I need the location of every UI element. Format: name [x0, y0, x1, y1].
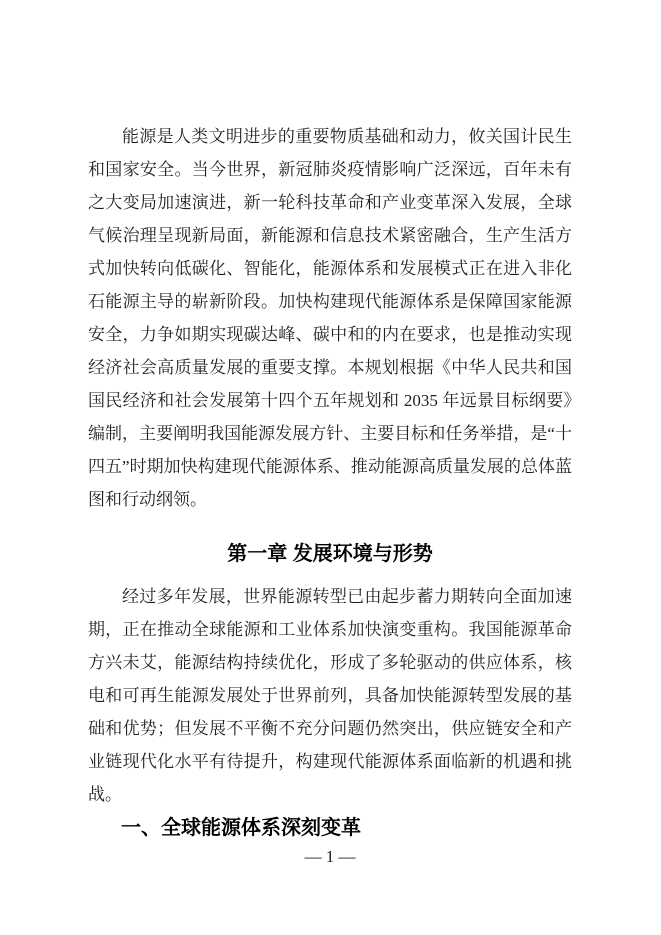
section-heading: 一、全球能源体系深刻变革	[121, 817, 361, 839]
chapter-heading: 第一章 发展环境与形势	[227, 543, 433, 565]
chapter-body-paragraph: 经过多年发展，世界能源转型已由起步蓄力期转向全面加速期，正在推动全球能源和工业体系加快演变重构。我国能源革命方兴未艾，能源结构持续优化，形成了多轮驱动的供应体系，核电和可再生能源发展处于世界前列，具备加快能源转型发展的基础和优势；但发展不平衡不充分问题仍然突出，供应链安全和产业链现代化水平有待提升，构建现代能源体系面临新的机遇和挑战。	[88, 587, 572, 804]
page-content	[88, 120, 572, 868]
page-number: — 1 —	[304, 847, 356, 866]
intro-paragraph: 能源是人类文明进步的重要物质基础和动力，攸关国计民生和国家安全。当今世界，新冠肺炎疫情影响广泛深远，百年未有之大变局加速演进，新一轮科技革命和产业变革深入发展，全球气候治理呈现新局面，新能源和信息技术紧密融合，生产生活方式加快转向低碳化、智能化，能源体系和发展模式正在进入非化石能源主导的崭新阶段。加快构建现代能源体系是保障国家能源安全，力争如期实现碳达峰、碳中和的内在要求，也是推动实现经济社会高质量发展的重要支撑。本规划根据《中华人民共和国国民经济和社会发展第十四个五年规划和 2035 年远景目标纲要》编制，主要阐明我国能源发展方针、主要目标和任务举措，是“十四五”时期加快构建现代能源体系、推动能源高质量发展的总体蓝图和行动纲领。	[88, 127, 572, 509]
